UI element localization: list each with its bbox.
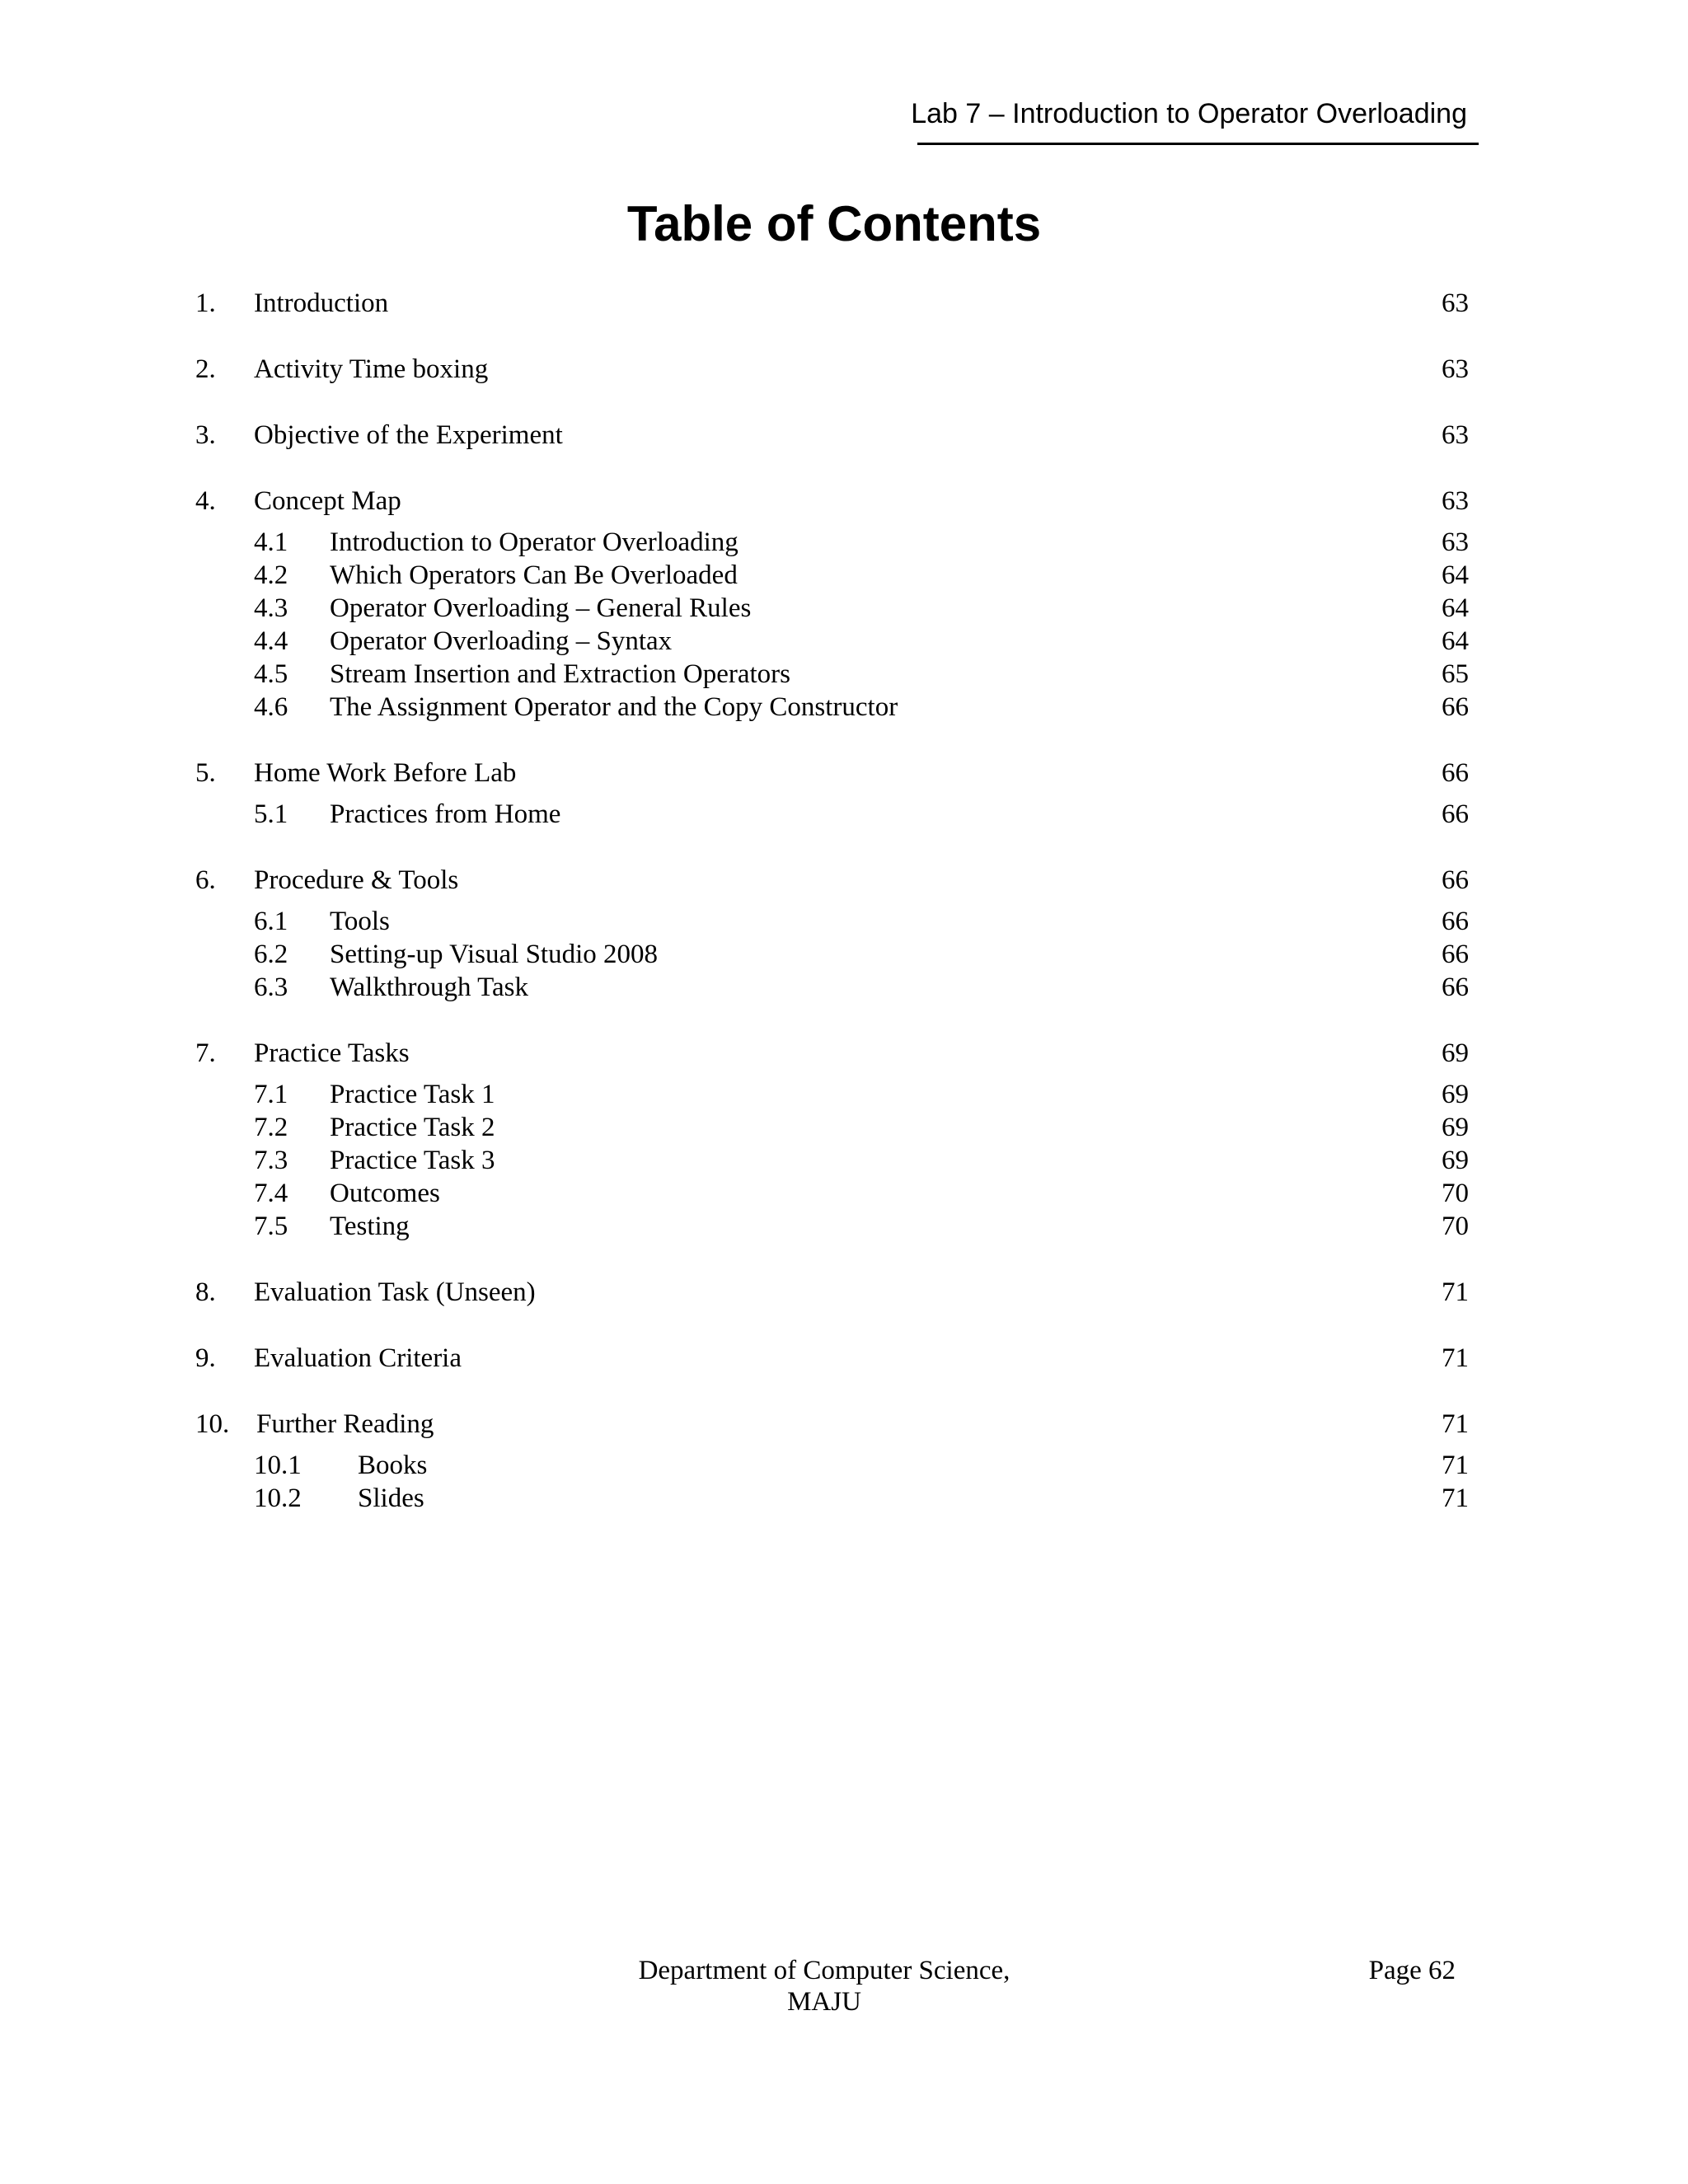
toc-page-number: 71 bbox=[1442, 1409, 1469, 1439]
toc-number: 2. bbox=[195, 354, 216, 384]
toc-label: Books bbox=[358, 1451, 428, 1480]
toc-label: Practice Tasks bbox=[254, 1038, 410, 1068]
toc-number: 6. bbox=[195, 865, 216, 895]
toc-page-number: 69 bbox=[1442, 1146, 1469, 1175]
toc-subentry[interactable] bbox=[0, 625, 1688, 658]
toc-subentry[interactable] bbox=[0, 971, 1688, 1004]
toc-label: Outcomes bbox=[330, 1179, 440, 1208]
toc-label: Operator Overloading – General Rules bbox=[330, 593, 752, 623]
toc-label: Tools bbox=[330, 907, 390, 936]
toc-number: 10.1 bbox=[254, 1451, 302, 1480]
toc-page-number: 63 bbox=[1442, 288, 1469, 318]
footer-department-line2: MAJU bbox=[787, 1987, 861, 2017]
toc-number: 7.5 bbox=[254, 1212, 288, 1241]
page-title: Table of Contents bbox=[626, 196, 1042, 251]
toc-label: Procedure & Tools bbox=[254, 865, 459, 895]
toc-label: Practice Task 3 bbox=[330, 1146, 495, 1175]
toc-label: The Assignment Operator and the Copy Constructor bbox=[330, 692, 898, 722]
toc-number: 3. bbox=[195, 420, 216, 450]
toc-number: 4.2 bbox=[254, 560, 288, 590]
toc-page-number: 66 bbox=[1442, 972, 1469, 1002]
toc-page-number: 63 bbox=[1442, 420, 1469, 450]
toc-label: Activity Time boxing bbox=[254, 354, 489, 384]
footer-page-number: Page 62 bbox=[1368, 1956, 1456, 1985]
toc-number: 6.3 bbox=[254, 972, 288, 1002]
toc-number: 7.4 bbox=[254, 1179, 288, 1208]
toc-label: Evaluation Task (Unseen) bbox=[254, 1277, 536, 1307]
toc-number: 5. bbox=[195, 758, 216, 788]
toc-page-number: 64 bbox=[1442, 560, 1469, 590]
toc-number: 1. bbox=[195, 288, 216, 318]
toc-entry[interactable] bbox=[0, 757, 1688, 790]
toc-label: Operator Overloading – Syntax bbox=[330, 626, 673, 656]
toc-page-number: 71 bbox=[1442, 1483, 1469, 1513]
toc-label: Evaluation Criteria bbox=[254, 1343, 462, 1373]
toc-page-number: 70 bbox=[1442, 1212, 1469, 1241]
toc-subentry[interactable] bbox=[0, 1210, 1688, 1243]
header-text: Lab 7 – Introduction to Operator Overloading bbox=[911, 98, 1467, 129]
toc-number: 7. bbox=[195, 1038, 216, 1068]
toc-number: 4.5 bbox=[254, 659, 288, 689]
toc-number: 6.1 bbox=[254, 907, 288, 936]
toc-entry[interactable] bbox=[0, 864, 1688, 897]
toc-number: 4.3 bbox=[254, 593, 288, 623]
toc-page-number: 70 bbox=[1442, 1179, 1469, 1208]
toc-label: Concept Map bbox=[254, 486, 401, 516]
toc-number: 10.2 bbox=[254, 1483, 302, 1513]
toc-entry[interactable] bbox=[0, 287, 1688, 320]
toc-number: 9. bbox=[195, 1343, 216, 1373]
toc-page-number: 69 bbox=[1442, 1038, 1469, 1068]
toc-number: 7.1 bbox=[254, 1080, 288, 1109]
toc-number: 4.6 bbox=[254, 692, 288, 722]
toc-label: Slides bbox=[358, 1483, 424, 1513]
toc-label: Walkthrough Task bbox=[330, 972, 528, 1002]
toc-subentry[interactable] bbox=[0, 1144, 1688, 1177]
toc-subentry[interactable] bbox=[0, 1177, 1688, 1210]
toc-label: Setting-up Visual Studio 2008 bbox=[330, 940, 659, 969]
toc-page-number: 63 bbox=[1442, 486, 1469, 516]
toc-page-number: 66 bbox=[1442, 907, 1469, 936]
toc-page-number: 66 bbox=[1442, 865, 1469, 895]
toc-page-number: 66 bbox=[1442, 692, 1469, 722]
toc-number: 4.1 bbox=[254, 527, 288, 557]
toc-subentry[interactable] bbox=[0, 1482, 1688, 1515]
toc-number: 8. bbox=[195, 1277, 216, 1307]
toc-subentry[interactable] bbox=[0, 559, 1688, 592]
toc-subentry[interactable] bbox=[0, 592, 1688, 625]
toc-subentry[interactable] bbox=[0, 658, 1688, 691]
toc-number: 6.2 bbox=[254, 940, 288, 969]
toc-subentry[interactable] bbox=[0, 526, 1688, 559]
toc-label: Which Operators Can Be Overloaded bbox=[330, 560, 738, 590]
toc-label: Introduction to Operator Overloading bbox=[330, 527, 738, 557]
toc-entry[interactable] bbox=[0, 1037, 1688, 1070]
toc-entry[interactable] bbox=[0, 1342, 1688, 1375]
toc-page-number: 65 bbox=[1442, 659, 1469, 689]
toc-number: 10. bbox=[195, 1409, 230, 1439]
toc-subentry[interactable] bbox=[0, 1449, 1688, 1482]
toc-page-number: 66 bbox=[1442, 940, 1469, 969]
toc-page-number: 66 bbox=[1442, 799, 1469, 829]
toc-label: Further Reading bbox=[256, 1409, 434, 1439]
toc-entry[interactable] bbox=[0, 1276, 1688, 1309]
toc-subentry[interactable] bbox=[0, 1078, 1688, 1111]
toc-page-number: 69 bbox=[1442, 1113, 1469, 1142]
toc-subentry[interactable] bbox=[0, 798, 1688, 831]
toc-label: Practices from Home bbox=[330, 799, 561, 829]
toc-label: Stream Insertion and Extraction Operators bbox=[330, 659, 790, 689]
toc-page-number: 63 bbox=[1442, 354, 1469, 384]
toc-subentry[interactable] bbox=[0, 1111, 1688, 1144]
toc-entry[interactable] bbox=[0, 1408, 1688, 1441]
toc-subentry[interactable] bbox=[0, 938, 1688, 971]
toc-subentry[interactable] bbox=[0, 691, 1688, 724]
toc-page-number: 64 bbox=[1442, 626, 1469, 656]
footer-department bbox=[577, 1955, 1071, 2018]
toc-number: 7.2 bbox=[254, 1113, 288, 1142]
toc-entry[interactable] bbox=[0, 353, 1688, 386]
toc-number: 4.4 bbox=[254, 626, 288, 656]
toc-entry[interactable] bbox=[0, 419, 1688, 452]
toc-label: Home Work Before Lab bbox=[254, 758, 517, 788]
toc-label: Testing bbox=[330, 1212, 410, 1241]
toc-page-number: 69 bbox=[1442, 1080, 1469, 1109]
toc-subentry[interactable] bbox=[0, 905, 1688, 938]
footer-department-line1: Department of Computer Science, bbox=[638, 1956, 1010, 1985]
toc-label: Introduction bbox=[254, 288, 389, 318]
toc-label: Objective of the Experiment bbox=[254, 420, 563, 450]
toc-number: 5.1 bbox=[254, 799, 288, 829]
toc-page-number: 71 bbox=[1442, 1277, 1469, 1307]
toc-label: Practice Task 1 bbox=[330, 1080, 495, 1109]
toc-number: 4. bbox=[195, 486, 216, 516]
toc-page-number: 71 bbox=[1442, 1343, 1469, 1373]
toc-page-number: 66 bbox=[1442, 758, 1469, 788]
toc-page-number: 71 bbox=[1442, 1451, 1469, 1480]
toc-page-number: 64 bbox=[1442, 593, 1469, 623]
toc-number: 7.3 bbox=[254, 1146, 288, 1175]
toc-page-number: 63 bbox=[1442, 527, 1469, 557]
toc-label: Practice Task 2 bbox=[330, 1113, 495, 1142]
toc-entry[interactable] bbox=[0, 485, 1688, 518]
